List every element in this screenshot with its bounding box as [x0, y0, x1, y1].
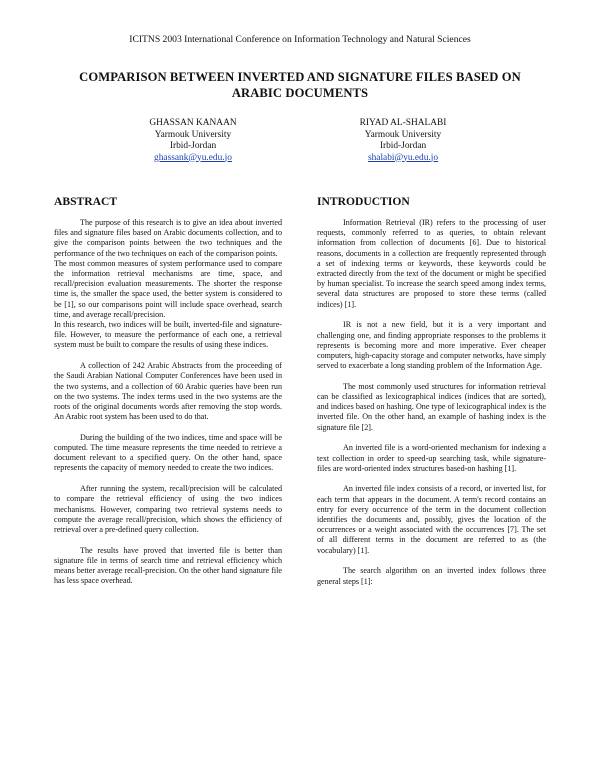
- author-location: Irbid-Jordan: [169, 141, 217, 151]
- author-email-link[interactable]: shalabi@yu.edu.jo: [367, 152, 439, 163]
- abstract-paragraph: During the building of the two indices, time and space will be computed. The time measure represents the time needed to retrieve a document relevant to a specified query. On the other hand, space represents the capacity of memory needed to create the two indices.: [54, 432, 282, 473]
- introduction-paragraph: Information Retrieval (IR) refers to the processing of user requests, commonly referred to as queries, to obtain relevant information from collection of documents [6]. Due to historical reasons, documents in a collection are frequently represented through a set of indexing terms or keywords, these keywords could be extracted directly from the text of the document or might be specified by human specialist. To increase the search speed among index terms, several data structures are proposed to store these terms (called indices) [1].: [317, 218, 546, 309]
- author-block-2: [303, 118, 503, 164]
- introduction-paragraph: The search algorithm on an inverted index follows three general steps [1]:: [317, 566, 546, 586]
- title-line-2: ARABIC DOCUMENTS: [231, 86, 369, 100]
- author-name: GHASSAN KANAAN: [149, 118, 237, 128]
- author-affiliation: Yarmouk University: [154, 129, 232, 140]
- conference-header: ICITNS 2003 International Conference on Information Technology and Natural Sciences: [129, 34, 471, 45]
- abstract-heading: ABSTRACT: [54, 195, 118, 208]
- author-email-link[interactable]: ghassank@yu.edu.jo: [154, 152, 232, 163]
- introduction-paragraph: An inverted file is a word-oriented mechanism for indexing a text collection in order to speed-up searching task, while signature-files are word-oriented index structures based-on hashing [1].: [317, 443, 546, 473]
- abstract-paragraph: The most common measures of system performance used to compare the information retrieval mechanisms are time, space, and recall/precision evaluation measurements. The shorter the response time is, the smaller the space used, the better system is considered to be [1], so our comparisons point will include space overhead, search time, and average recall/precision.: [54, 258, 282, 319]
- abstract-paragraph: A collection of 242 Arabic Abstracts from the proceeding of the Saudi Arabian National Computer Conferences have been used in the two systems, and a collection of 60 Arabic queries have been run on the two systems. The index terms used in the two systems are the roots of the original documents words after removing the stop words. An Arabic root system has been used to do that.: [54, 361, 282, 422]
- abstract-paragraph: The results have proved that inverted file is better than signature file in terms of search time and retrieval efficiency which means better average recall-precision. On the other hand signature file has less space overhead.: [54, 545, 282, 586]
- left-column: [54, 196, 282, 587]
- introduction-paragraph: An inverted file index consists of a record, or inverted list, for each term that appears in the document. A term's record contains an entry for every occurrence of the term in the document collection identifies the documents and, possibly, gives the location of the occurrences or a weight associated with the occurrences [7]. The set of all different terms in the document are referred to as (the vocabulary) [1].: [317, 484, 546, 555]
- author-location: Irbid-Jordan: [379, 141, 427, 151]
- introduction-paragraph: The most commonly used structures for information retrieval can be classified as lexicographical indices (indices that are sorted), and indices based on hashing. One type of lexicographical index is the inverted file. On the other hand, an example of hashing index is the signature file [2].: [317, 381, 546, 432]
- paper-title: [40, 69, 560, 101]
- abstract-paragraph: After running the system, recall/precision will be calculated to compare the retrieval efficiency of using the two indices mechanisms. However, comparing two retrieval systems needs to compute the average recall/precision, which shows the efficiency of retrieval over a pre-defined query collection.: [54, 484, 282, 534]
- abstract-paragraph: In this research, two indices will be built, inverted-file and signature-file. However, to measure the performance of each one, a retrieval system must be built to compare the results of using these indices.: [54, 320, 282, 350]
- title-line-1: COMPARISON BETWEEN INVERTED AND SIGNATURE FILES BASED ON: [79, 70, 521, 84]
- author-name: RIYAD AL-SHALABI: [359, 118, 447, 128]
- author-affiliation: Yarmouk University: [364, 129, 442, 140]
- right-column: [317, 196, 546, 587]
- introduction-paragraph: IR is not a new field, but it is a very important and challenging one, and finding appropriate responses to the problems it represents is becoming more and more imperative. Ever cheaper computers, high-capacity storage and computer networks, have simply served to exacerbate a long standing problem of the Information Age.: [317, 320, 546, 371]
- abstract-paragraph: The purpose of this research is to give an idea about inverted files and signature files based on Arabic documents collection, and to give the comparison points between the two techniques and the performance of the two techniques on each of the comparison points.: [54, 218, 282, 258]
- author-block-1: [93, 118, 293, 164]
- introduction-heading: INTRODUCTION: [317, 195, 410, 208]
